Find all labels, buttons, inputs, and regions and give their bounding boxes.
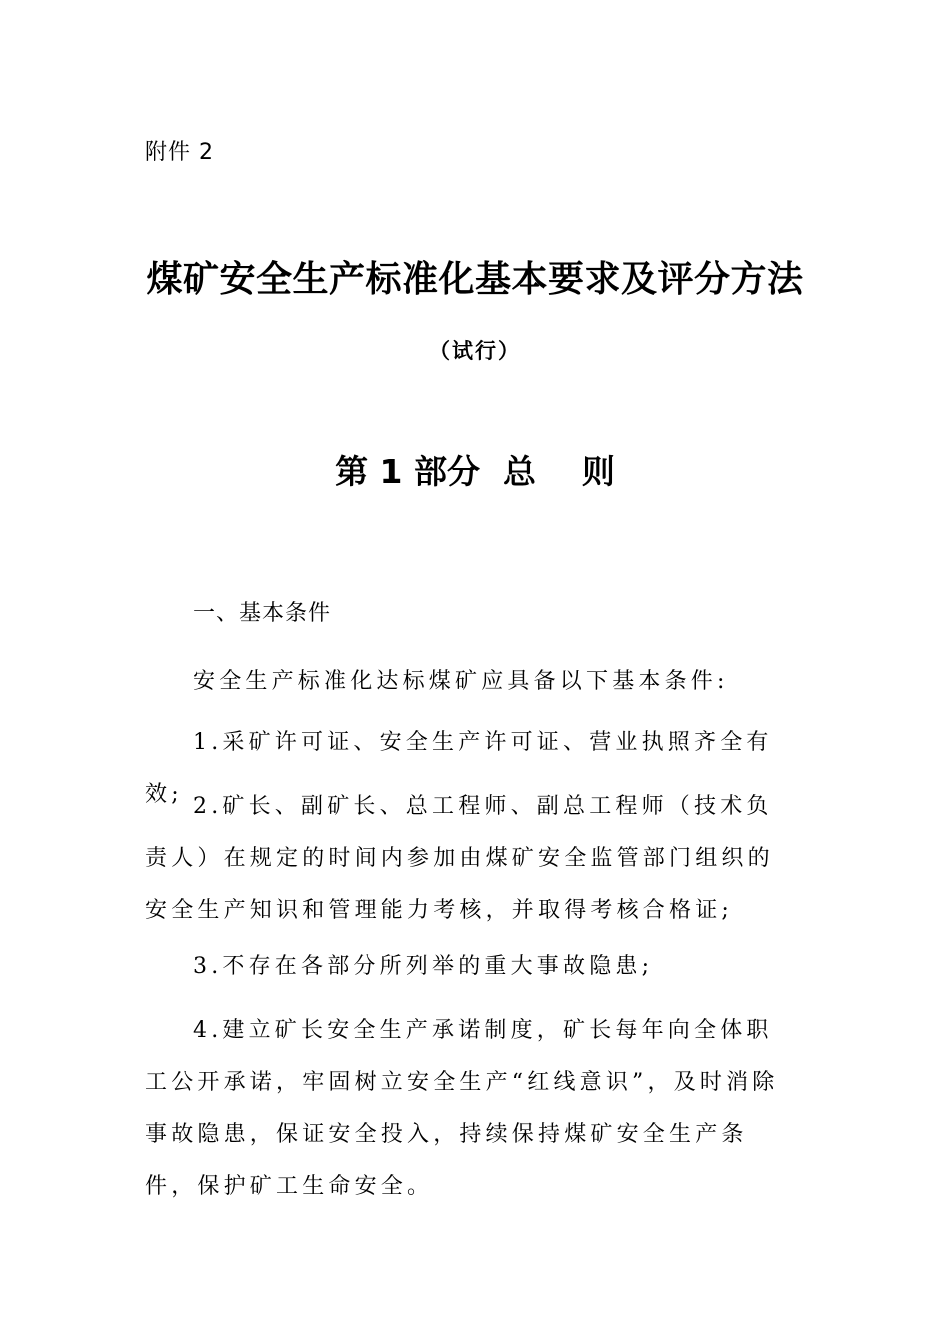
intro-paragraph: 安全生产标准化达标煤矿应具备以下基本条件: — [193, 669, 729, 694]
condition-item-2: 2.矿长、副矿长、总工程师、副总工程师（技术负责人）在规定的时间内参加由煤矿安全监管部门组织的安全生产知识和管理能力考核，并取得考核合格证; — [145, 794, 774, 923]
document-subtitle: （试行） — [429, 339, 521, 363]
condition-item-3: 3.不存在各部分所列举的重大事故隐患; — [193, 954, 654, 979]
attachment-label: 附件 2 — [145, 140, 214, 165]
document-title: 煤矿安全生产标准化基本要求及评分方法 — [146, 259, 804, 300]
condition-item-4: 4.建立矿长安全生产承诺制度，矿长每年向全体职工公开承诺，牢固树立安全生产“红线意识”，及时消除事故隐患，保证安全投入，持续保持煤矿安全生产条件，保护矿工生命安全。 — [145, 1018, 779, 1199]
part-heading: 第 1 部分 总 则 — [335, 452, 615, 491]
section-heading: 一、基本条件 — [193, 601, 332, 626]
condition-item-1: 1.采矿许可证、安全生产许可证、营业执照齐全有效; — [145, 730, 773, 807]
